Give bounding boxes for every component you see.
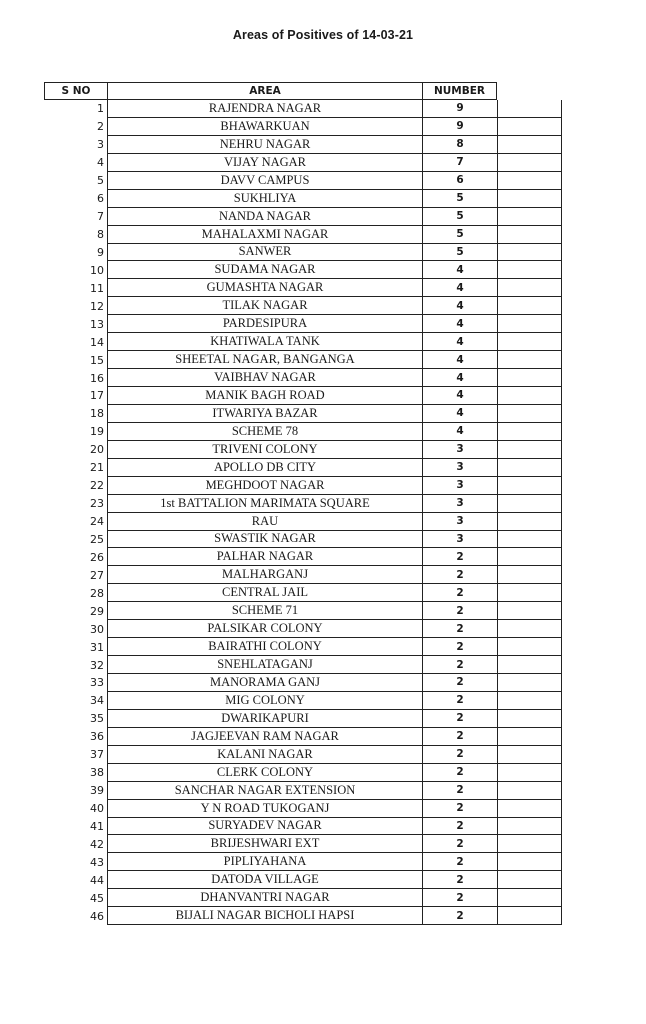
cell-area: BIJALI NAGAR BICHOLI HAPSI <box>107 907 422 925</box>
table-row <box>44 208 562 226</box>
cell-sno: 37 <box>90 748 104 762</box>
cell-empty <box>497 136 562 154</box>
cell-empty <box>497 710 562 728</box>
table-row <box>44 638 562 656</box>
cell-sno: 4 <box>97 156 104 170</box>
table-row <box>44 620 562 638</box>
cell-sno: 6 <box>97 192 104 206</box>
cell-area: DAVV CAMPUS <box>107 172 422 190</box>
cell-sno: 16 <box>90 371 104 385</box>
cell-empty <box>497 764 562 782</box>
cell-empty <box>497 800 562 818</box>
table-row <box>44 190 562 208</box>
cell-area: NANDA NAGAR <box>107 208 422 226</box>
header-sno: S NO <box>44 82 107 100</box>
cell-area: MALHARGANJ <box>107 566 422 584</box>
cell-empty <box>497 297 562 315</box>
cell-number: 3 <box>422 441 497 459</box>
cell-empty <box>497 620 562 638</box>
cell-sno: 44 <box>90 873 104 887</box>
cell-number: 4 <box>422 261 497 279</box>
cell-number: 9 <box>422 100 497 118</box>
table-row <box>44 495 562 513</box>
cell-sno: 35 <box>90 712 104 726</box>
table-row <box>44 656 562 674</box>
cell-area: SANWER <box>107 244 422 262</box>
cell-area: SCHEME 71 <box>107 602 422 620</box>
cell-area: SUDAMA NAGAR <box>107 261 422 279</box>
cell-sno: 40 <box>90 802 104 816</box>
cell-area: BHAWARKUAN <box>107 118 422 136</box>
cell-sno: 31 <box>90 640 104 654</box>
cell-area: DATODA VILLAGE <box>107 871 422 889</box>
cell-empty <box>497 566 562 584</box>
cell-number: 4 <box>422 405 497 423</box>
cell-sno: 36 <box>90 730 104 744</box>
cell-number: 2 <box>422 566 497 584</box>
cell-area: JAGJEEVAN RAM NAGAR <box>107 728 422 746</box>
cell-number: 5 <box>422 226 497 244</box>
cell-number: 9 <box>422 118 497 136</box>
cell-number: 8 <box>422 136 497 154</box>
cell-sno: 33 <box>90 676 104 690</box>
cell-area: BRIJESHWARI EXT <box>107 835 422 853</box>
cell-sno: 19 <box>90 425 104 439</box>
cell-sno: 43 <box>90 855 104 869</box>
cell-area: SANCHAR NAGAR EXTENSION <box>107 782 422 800</box>
table-row <box>44 818 562 836</box>
cell-sno: 17 <box>90 389 104 403</box>
cell-sno: 24 <box>90 515 104 529</box>
cell-number: 3 <box>422 531 497 549</box>
cell-empty <box>497 423 562 441</box>
cell-empty <box>497 907 562 925</box>
cell-sno: 25 <box>90 532 104 546</box>
cell-number: 5 <box>422 208 497 226</box>
table-row <box>44 531 562 549</box>
cell-number: 2 <box>422 584 497 602</box>
cell-sno: 34 <box>90 694 104 708</box>
cell-empty <box>497 226 562 244</box>
cell-empty <box>497 244 562 262</box>
cell-empty <box>497 531 562 549</box>
cell-sno: 10 <box>90 263 104 277</box>
cell-number: 2 <box>422 889 497 907</box>
cell-empty <box>497 638 562 656</box>
table-row <box>44 459 562 477</box>
cell-area: 1st BATTALION MARIMATA SQUARE <box>107 495 422 513</box>
cell-sno: 27 <box>90 568 104 582</box>
table-row <box>44 602 562 620</box>
cell-area: DWARIKAPURI <box>107 710 422 728</box>
table-body <box>44 100 562 925</box>
cell-area: SCHEME 78 <box>107 423 422 441</box>
cell-sno: 29 <box>90 604 104 618</box>
cell-empty <box>497 351 562 369</box>
cell-empty <box>497 548 562 566</box>
table-row <box>44 835 562 853</box>
cell-area: MANORAMA GANJ <box>107 674 422 692</box>
cell-empty <box>497 602 562 620</box>
cell-sno: 15 <box>90 353 104 367</box>
cell-area: PIPLIYAHANA <box>107 853 422 871</box>
cell-number: 2 <box>422 782 497 800</box>
table-row <box>44 907 562 925</box>
table-row <box>44 100 562 118</box>
table-row <box>44 279 562 297</box>
table-row <box>44 423 562 441</box>
cell-number: 4 <box>422 351 497 369</box>
cell-empty <box>497 674 562 692</box>
cell-empty <box>497 692 562 710</box>
page-title: Areas of Positives of 14-03-21 <box>232 28 414 42</box>
table-row <box>44 764 562 782</box>
table-row <box>44 853 562 871</box>
cell-sno: 20 <box>90 443 104 457</box>
table-row <box>44 800 562 818</box>
table-row <box>44 548 562 566</box>
cell-sno: 13 <box>90 317 104 331</box>
table-row <box>44 118 562 136</box>
table-row <box>44 782 562 800</box>
cell-number: 3 <box>422 477 497 495</box>
cell-empty <box>497 477 562 495</box>
cell-empty <box>497 728 562 746</box>
cell-empty <box>497 208 562 226</box>
cell-sno: 45 <box>90 891 104 905</box>
cell-sno: 30 <box>90 622 104 636</box>
cell-sno: 42 <box>90 837 104 851</box>
table-row <box>44 136 562 154</box>
cell-sno: 22 <box>90 479 104 493</box>
cell-area: SURYADEV NAGAR <box>107 818 422 836</box>
table-row <box>44 513 562 531</box>
table-row <box>44 351 562 369</box>
cell-empty <box>497 154 562 172</box>
table-row <box>44 889 562 907</box>
cell-area: KALANI NAGAR <box>107 746 422 764</box>
cell-empty <box>497 315 562 333</box>
table-row <box>44 566 562 584</box>
cell-number: 4 <box>422 315 497 333</box>
cell-number: 3 <box>422 495 497 513</box>
cell-sno: 26 <box>90 550 104 564</box>
cell-number: 2 <box>422 620 497 638</box>
cell-number: 2 <box>422 746 497 764</box>
cell-area: PARDESIPURA <box>107 315 422 333</box>
cell-number: 2 <box>422 853 497 871</box>
cell-empty <box>497 656 562 674</box>
header-number: NUMBER <box>422 82 497 100</box>
cell-number: 2 <box>422 728 497 746</box>
cell-area: MANIK BAGH ROAD <box>107 387 422 405</box>
cell-empty <box>497 871 562 889</box>
cell-number: 2 <box>422 710 497 728</box>
cell-area: RAU <box>107 513 422 531</box>
table-row <box>44 261 562 279</box>
cell-sno: 46 <box>90 909 104 923</box>
cell-sno: 9 <box>97 245 104 259</box>
cell-sno: 2 <box>97 120 104 134</box>
table-row <box>44 674 562 692</box>
cell-area: GUMASHTA NAGAR <box>107 279 422 297</box>
cell-number: 4 <box>422 423 497 441</box>
cell-number: 2 <box>422 638 497 656</box>
cell-number: 4 <box>422 387 497 405</box>
cell-empty <box>497 100 562 118</box>
cell-sno: 23 <box>90 497 104 511</box>
table-row <box>44 297 562 315</box>
cell-number: 4 <box>422 279 497 297</box>
cell-sno: 1 <box>97 102 104 116</box>
table-row <box>44 405 562 423</box>
cell-empty <box>497 513 562 531</box>
table-row <box>44 728 562 746</box>
table-row <box>44 244 562 262</box>
cell-empty <box>497 853 562 871</box>
cell-sno: 14 <box>90 335 104 349</box>
cell-area: KHATIWALA TANK <box>107 333 422 351</box>
table-row <box>44 369 562 387</box>
cell-area: TILAK NAGAR <box>107 297 422 315</box>
table-row <box>44 477 562 495</box>
table-row <box>44 315 562 333</box>
cell-area: NEHRU NAGAR <box>107 136 422 154</box>
cell-area: CENTRAL JAIL <box>107 584 422 602</box>
cell-empty <box>497 889 562 907</box>
cell-area: SUKHLIYA <box>107 190 422 208</box>
cell-number: 7 <box>422 154 497 172</box>
cell-sno: 18 <box>90 407 104 421</box>
cell-area: RAJENDRA NAGAR <box>107 100 422 118</box>
table-row <box>44 441 562 459</box>
cell-area: TRIVENI COLONY <box>107 441 422 459</box>
cell-sno: 28 <box>90 586 104 600</box>
cell-number: 2 <box>422 818 497 836</box>
cell-number: 2 <box>422 800 497 818</box>
table-row <box>44 172 562 190</box>
cell-number: 3 <box>422 513 497 531</box>
cell-number: 4 <box>422 369 497 387</box>
table-row <box>44 584 562 602</box>
cell-sno: 11 <box>90 281 104 295</box>
cell-number: 4 <box>422 333 497 351</box>
cell-empty <box>497 441 562 459</box>
cell-area: PALSIKAR COLONY <box>107 620 422 638</box>
cell-empty <box>497 172 562 190</box>
cell-empty <box>497 584 562 602</box>
cell-number: 2 <box>422 602 497 620</box>
cell-empty <box>497 746 562 764</box>
cell-area: SWASTIK NAGAR <box>107 531 422 549</box>
cell-empty <box>497 782 562 800</box>
cell-area: VIJAY NAGAR <box>107 154 422 172</box>
cell-number: 2 <box>422 656 497 674</box>
table-row <box>44 692 562 710</box>
cell-empty <box>497 405 562 423</box>
cell-number: 2 <box>422 835 497 853</box>
cell-number: 2 <box>422 871 497 889</box>
cell-empty <box>497 333 562 351</box>
cell-area: PALHAR NAGAR <box>107 548 422 566</box>
cell-number: 2 <box>422 548 497 566</box>
table-row <box>44 333 562 351</box>
table-row <box>44 710 562 728</box>
cell-empty <box>497 818 562 836</box>
cell-number: 2 <box>422 692 497 710</box>
cell-number: 5 <box>422 190 497 208</box>
cell-area: CLERK COLONY <box>107 764 422 782</box>
cell-sno: 21 <box>90 461 104 475</box>
cell-empty <box>497 495 562 513</box>
cell-number: 4 <box>422 297 497 315</box>
cell-sno: 8 <box>97 228 104 242</box>
cell-area: SHEETAL NAGAR, BANGANGA <box>107 351 422 369</box>
cell-area: MAHALAXMI NAGAR <box>107 226 422 244</box>
cell-sno: 5 <box>97 174 104 188</box>
cell-number: 5 <box>422 244 497 262</box>
table-row <box>44 226 562 244</box>
cell-area: MIG COLONY <box>107 692 422 710</box>
cell-area: Y N ROAD TUKOGANJ <box>107 800 422 818</box>
cell-empty <box>497 387 562 405</box>
cell-area: APOLLO DB CITY <box>107 459 422 477</box>
cell-number: 2 <box>422 674 497 692</box>
table-row <box>44 746 562 764</box>
cell-sno: 41 <box>90 819 104 833</box>
cell-sno: 32 <box>90 658 104 672</box>
table-row <box>44 154 562 172</box>
cell-sno: 7 <box>97 210 104 224</box>
cell-number: 3 <box>422 459 497 477</box>
cell-area: ITWARIYA BAZAR <box>107 405 422 423</box>
cell-sno: 39 <box>90 784 104 798</box>
cell-area: MEGHDOOT NAGAR <box>107 477 422 495</box>
cell-number: 2 <box>422 764 497 782</box>
cell-area: BAIRATHI COLONY <box>107 638 422 656</box>
table-row <box>44 387 562 405</box>
table-row <box>44 871 562 889</box>
cell-empty <box>497 369 562 387</box>
header-area: AREA <box>107 82 422 100</box>
cell-number: 2 <box>422 907 497 925</box>
cell-empty <box>497 190 562 208</box>
cell-sno: 3 <box>97 138 104 152</box>
cell-area: SNEHLATAGANJ <box>107 656 422 674</box>
cell-empty <box>497 279 562 297</box>
cell-area: DHANVANTRI NAGAR <box>107 889 422 907</box>
cell-area: VAIBHAV NAGAR <box>107 369 422 387</box>
cell-empty <box>497 835 562 853</box>
cell-empty <box>497 261 562 279</box>
cell-sno: 12 <box>90 299 104 313</box>
cell-number: 6 <box>422 172 497 190</box>
cell-sno: 38 <box>90 766 104 780</box>
cell-empty <box>497 459 562 477</box>
cell-empty <box>497 118 562 136</box>
